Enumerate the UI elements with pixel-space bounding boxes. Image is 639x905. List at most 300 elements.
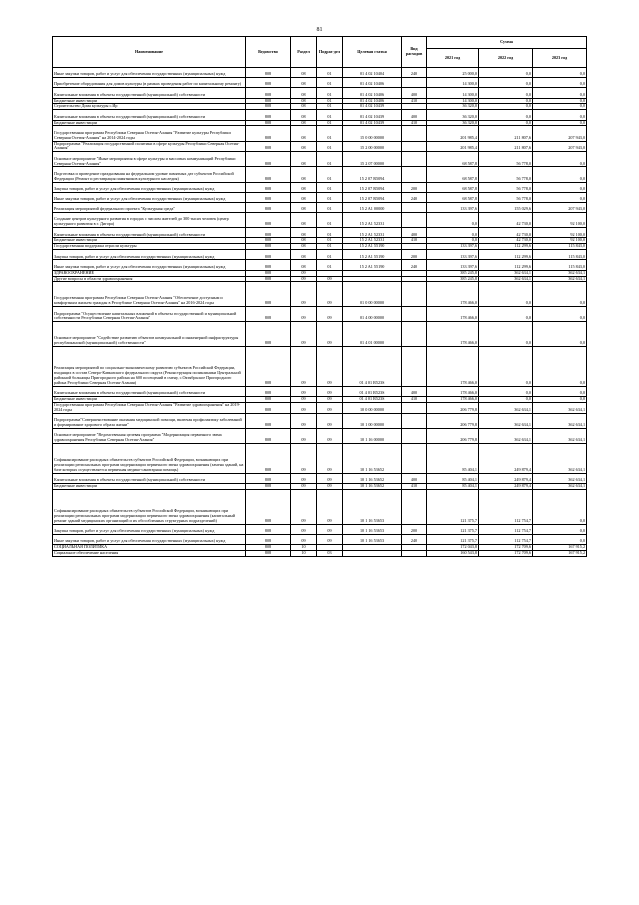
cell-2022: 0,0 xyxy=(479,282,533,307)
cell-ministry: 808 xyxy=(246,386,291,396)
cell-expense: 400 xyxy=(402,386,427,396)
cell-ministry: 808 xyxy=(246,98,291,104)
cell-2023: 0,0 xyxy=(533,489,587,524)
cell-section: 09 xyxy=(291,473,317,483)
cell-2023: 0,0 xyxy=(533,524,587,534)
cell-target: 15 2 A1 52331 xyxy=(343,228,402,238)
cell-subsection: 01 xyxy=(317,88,343,98)
cell-expense xyxy=(402,202,427,212)
header-sum: Сумма xyxy=(427,37,587,49)
cell-target: 01 4 01 R523S xyxy=(343,347,402,387)
cell-expense xyxy=(402,413,427,428)
cell-2021: 178 466,0 xyxy=(427,347,479,387)
cell-2022: 112 299,6 xyxy=(479,260,533,270)
table-row xyxy=(53,489,587,524)
table-row xyxy=(53,550,587,556)
cell-subsection: 01 xyxy=(317,213,343,228)
cell-subsection: 09 xyxy=(317,386,343,396)
header-2022: 2022 год xyxy=(479,49,533,68)
cell-2022: 112 754,7 xyxy=(479,524,533,534)
cell-ministry: 808 xyxy=(246,88,291,98)
cell-expense: 410 xyxy=(402,397,427,403)
table-row xyxy=(53,192,587,202)
cell-section: 08 xyxy=(291,202,317,212)
cell-subsection: 01 xyxy=(317,152,343,167)
cell-2021: 385 245,8 xyxy=(427,270,479,276)
cell-2021: 206 779,8 xyxy=(427,428,479,443)
cell-section: 09 xyxy=(291,428,317,443)
cell-subsection: 09 xyxy=(317,276,343,282)
cell-target: 01 4 02 10404 xyxy=(343,68,402,78)
budget-table xyxy=(52,36,587,557)
cell-2021: 25 000,0 xyxy=(427,68,479,78)
cell-section: 08 xyxy=(291,260,317,270)
cell-subsection: 09 xyxy=(317,402,343,413)
cell-2021: 85 404,1 xyxy=(427,473,479,483)
cell-2021: 201 985,4 xyxy=(427,126,479,141)
cell-section: 08 xyxy=(291,78,317,88)
cell-target: 01 4 01 R523S xyxy=(343,386,402,396)
cell-2023: 115 843,0 xyxy=(533,244,587,250)
cell-2022: 172 709,6 xyxy=(479,550,533,556)
cell-section: 10 xyxy=(291,544,317,550)
cell-target: 15 2 07 R5094 xyxy=(343,182,402,192)
cell-2022: 362 634,1 xyxy=(479,428,533,443)
cell-2023: 167 915,2 xyxy=(533,544,587,550)
cell-2023: 0,0 xyxy=(533,397,587,403)
page-number: 81 xyxy=(316,27,323,33)
cell-target: 10 1 16 53652 xyxy=(343,443,402,473)
cell-2023: 362 634,1 xyxy=(533,413,587,428)
table-row xyxy=(53,443,587,473)
cell-expense xyxy=(402,78,427,88)
cell-ministry: 808 xyxy=(246,483,291,489)
cell-expense xyxy=(402,322,427,347)
cell-expense: 400 xyxy=(402,88,427,98)
cell-2021: 68 587,8 xyxy=(427,152,479,167)
cell-section: 08 xyxy=(291,228,317,238)
cell-2023: 0,0 xyxy=(533,347,587,387)
cell-section: 08 xyxy=(291,98,317,104)
cell-subsection: 01 xyxy=(317,192,343,202)
table-row xyxy=(53,307,587,322)
cell-ministry: 808 xyxy=(246,126,291,141)
cell-2022: 112 754,7 xyxy=(479,489,533,524)
cell-2021: 0,0 xyxy=(427,228,479,238)
cell-target: 10 1 16 53653 xyxy=(343,524,402,534)
cell-2021: 160 543,8 xyxy=(427,550,479,556)
cell-subsection: 01 xyxy=(317,78,343,88)
cell-target: 15 2 A1 52331 xyxy=(343,213,402,228)
cell-section: 10 xyxy=(291,550,317,556)
cell-ministry: 808 xyxy=(246,167,291,182)
table-row xyxy=(53,110,587,120)
cell-2023: 0,0 xyxy=(533,68,587,78)
cell-expense: 200 xyxy=(402,250,427,260)
cell-2023: 0,0 xyxy=(533,98,587,104)
cell-expense: 200 xyxy=(402,524,427,534)
cell-ministry: 808 xyxy=(246,260,291,270)
cell-2023: 0,0 xyxy=(533,192,587,202)
cell-subsection: 01 xyxy=(317,167,343,182)
cell-section: 09 xyxy=(291,282,317,307)
cell-2023: 207 943,0 xyxy=(533,141,587,152)
table-row xyxy=(53,202,587,212)
cell-2021: 14 300,0 xyxy=(427,88,479,98)
cell-ministry: 808 xyxy=(246,428,291,443)
cell-2022: 42 730,0 xyxy=(479,213,533,228)
cell-name: Капитальные вложения в объекты государственной (муниципальной) собственности xyxy=(53,386,246,396)
cell-section: 09 xyxy=(291,489,317,524)
cell-2021: 178 466,0 xyxy=(427,282,479,307)
cell-2023: 0,0 xyxy=(533,120,587,126)
cell-expense xyxy=(402,443,427,473)
cell-expense: 400 xyxy=(402,110,427,120)
cell-target: 01 4 02 10406 xyxy=(343,78,402,88)
cell-target: 10 1 16 53652 xyxy=(343,483,402,489)
cell-name: Капитальные вложения в объекты государственной (муниципальной) собственности xyxy=(53,473,246,483)
cell-expense: 240 xyxy=(402,534,427,544)
cell-ministry: 808 xyxy=(246,182,291,192)
table-row xyxy=(53,141,587,152)
cell-name: Бюджетные инвестиции xyxy=(53,397,246,403)
table-row xyxy=(53,68,587,78)
cell-target: 01 4 01 00000 xyxy=(343,322,402,347)
cell-2021: 178 466,0 xyxy=(427,322,479,347)
cell-name: Государственная программа Республики Северная Осетия-Алания "Развитие здравоохранения" на 2019-2024 годы xyxy=(53,402,246,413)
cell-subsection: 09 xyxy=(317,524,343,534)
cell-2022: 0,0 xyxy=(479,120,533,126)
cell-section: 08 xyxy=(291,126,317,141)
cell-2023: 362 634,1 xyxy=(533,443,587,473)
cell-expense: 410 xyxy=(402,238,427,244)
cell-expense xyxy=(402,550,427,556)
cell-name: Строительство Дома культуры с.Ир xyxy=(53,104,246,110)
cell-2023: 0,0 xyxy=(533,386,587,396)
header-2023: 2023 год xyxy=(533,49,587,68)
cell-name: Подготовка и проведение празднования на федеральном уровне памятных дат субъектов Российской Федерации (Ремонт и реставрация памятников культурного наследия) xyxy=(53,167,246,182)
cell-ministry: 808 xyxy=(246,120,291,126)
cell-2021: 201 985,4 xyxy=(427,141,479,152)
cell-name: Социальное обеспечение населения xyxy=(53,550,246,556)
cell-target: 15 2 A1 00000 xyxy=(343,202,402,212)
cell-2022: 211 807,6 xyxy=(479,141,533,152)
cell-2022: 0,0 xyxy=(479,68,533,78)
cell-2022: 42 730,0 xyxy=(479,228,533,238)
cell-section: 09 xyxy=(291,322,317,347)
table-row xyxy=(53,213,587,228)
cell-subsection: 01 xyxy=(317,250,343,260)
cell-subsection: 09 xyxy=(317,282,343,307)
cell-section: 08 xyxy=(291,238,317,244)
cell-2021: 133 397,6 xyxy=(427,202,479,212)
cell-section: 08 xyxy=(291,88,317,98)
cell-name: Капитальные вложения в объекты государственной (муниципальной) собственности xyxy=(53,110,246,120)
cell-section: 08 xyxy=(291,104,317,110)
cell-2021: 206 779,8 xyxy=(427,413,479,428)
cell-target: 15 0 00 00000 xyxy=(343,126,402,141)
cell-2022: 56 778,0 xyxy=(479,192,533,202)
cell-name: Иные закупки товаров, работ и услуг для обеспечения государственных (муниципальных) нужд xyxy=(53,260,246,270)
cell-2022: 0,0 xyxy=(479,347,533,387)
table-row xyxy=(53,386,587,396)
cell-2021: 133 397,6 xyxy=(427,244,479,250)
cell-expense xyxy=(402,141,427,152)
cell-target: 15 2 00 00000 xyxy=(343,141,402,152)
cell-2021: 172 043,8 xyxy=(427,544,479,550)
cell-expense xyxy=(402,152,427,167)
cell-section: 08 xyxy=(291,213,317,228)
cell-2023: 0,0 xyxy=(533,88,587,98)
cell-subsection: 09 xyxy=(317,413,343,428)
cell-ministry: 808 xyxy=(246,250,291,260)
cell-target: 10 1 16 53653 xyxy=(343,489,402,524)
cell-subsection: 01 xyxy=(317,182,343,192)
cell-target: 01 0 00 00000 xyxy=(343,282,402,307)
cell-name: Реализация мероприятий федерального проекта "Культурная среда" xyxy=(53,202,246,212)
table-row xyxy=(53,250,587,260)
cell-subsection: 09 xyxy=(317,322,343,347)
cell-2023: 0,0 xyxy=(533,282,587,307)
cell-name: Подпрограмма"Совершенствование оказания медицинской помощи, включая профилактику заболеваний и формирование здорового образа жизни" xyxy=(53,413,246,428)
cell-2022: 172 709,6 xyxy=(479,544,533,550)
cell-2022: 56 778,0 xyxy=(479,152,533,167)
cell-2023: 0,0 xyxy=(533,110,587,120)
cell-target: 15 2 07 R5094 xyxy=(343,192,402,202)
cell-2021: 178 466,0 xyxy=(427,397,479,403)
cell-subsection: 03 xyxy=(317,550,343,556)
cell-2023: 92 100,0 xyxy=(533,213,587,228)
cell-name: Государственная программа Республики Северная Осетия-Алания "Обеспечение доступным и комфортным жильем граждан в Республике Северная Осетия-Алания" на 2016-2024 годы xyxy=(53,282,246,307)
cell-expense: 410 xyxy=(402,483,427,489)
cell-2021: 36 320,0 xyxy=(427,104,479,110)
cell-2021: 133 397,6 xyxy=(427,260,479,270)
cell-ministry: 808 xyxy=(246,544,291,550)
cell-2023: 0,0 xyxy=(533,307,587,322)
header-ministry: Ведомство xyxy=(246,37,291,68)
header-name: Наименование xyxy=(53,37,246,68)
cell-2022: 56 778,0 xyxy=(479,182,533,192)
cell-2021: 68 587,8 xyxy=(427,182,479,192)
cell-2023: 362 634,1 xyxy=(533,402,587,413)
cell-section: 09 xyxy=(291,386,317,396)
cell-2022: 0,0 xyxy=(479,322,533,347)
table-row xyxy=(53,126,587,141)
cell-ministry: 808 xyxy=(246,402,291,413)
cell-section: 08 xyxy=(291,192,317,202)
cell-2022: 211 807,6 xyxy=(479,126,533,141)
cell-2021: 0,0 xyxy=(427,213,479,228)
cell-expense xyxy=(402,347,427,387)
cell-name: Государственная поддержка отрасли культуры xyxy=(53,244,246,250)
cell-subsection: 01 xyxy=(317,68,343,78)
cell-subsection: 01 xyxy=(317,228,343,238)
cell-section: 08 xyxy=(291,244,317,250)
cell-target: 15 2 07 R5094 xyxy=(343,167,402,182)
table-row xyxy=(53,167,587,182)
cell-ministry: 808 xyxy=(246,270,291,276)
cell-2023: 362 634,1 xyxy=(533,276,587,282)
cell-section: 09 xyxy=(291,483,317,489)
header-expense: Вид расходов xyxy=(402,37,427,68)
header-subsection: Подраз-дел xyxy=(317,37,343,68)
cell-2023: 115 843,0 xyxy=(533,260,587,270)
cell-2023: 92 100,0 xyxy=(533,238,587,244)
cell-2021: 85 404,1 xyxy=(427,443,479,473)
cell-ministry: 808 xyxy=(246,550,291,556)
cell-2021: 36 320,0 xyxy=(427,120,479,126)
cell-ministry: 808 xyxy=(246,228,291,238)
table-row xyxy=(53,88,587,98)
cell-2023: 0,0 xyxy=(533,182,587,192)
cell-subsection: 09 xyxy=(317,307,343,322)
cell-ministry: 808 xyxy=(246,413,291,428)
header-section: Раздел xyxy=(291,37,317,68)
cell-target: 01 4 02 10406 xyxy=(343,88,402,98)
cell-ministry: 808 xyxy=(246,397,291,403)
cell-2021: 14 300,0 xyxy=(427,98,479,104)
cell-expense xyxy=(402,167,427,182)
cell-section: 09 xyxy=(291,347,317,387)
cell-2022: 249 879,4 xyxy=(479,473,533,483)
cell-2023: 207 943,0 xyxy=(533,202,587,212)
cell-section: 09 xyxy=(291,307,317,322)
cell-name: Подпрограмма "Реализация государственной политики в сфере культуры Республики Северная Осетия-Алания" xyxy=(53,141,246,152)
cell-target: 01 4 02 10439 xyxy=(343,120,402,126)
cell-section: 08 xyxy=(291,182,317,192)
table-body xyxy=(53,68,587,557)
table-row xyxy=(53,428,587,443)
cell-ministry: 808 xyxy=(246,489,291,524)
cell-expense: 410 xyxy=(402,120,427,126)
cell-name: Иные закупки товаров, работ и услуг для обеспечения государственных (муниципальных) нужд xyxy=(53,534,246,544)
cell-ministry: 808 xyxy=(246,307,291,322)
cell-ministry: 808 xyxy=(246,443,291,473)
cell-2021: 121 375,7 xyxy=(427,524,479,534)
cell-expense xyxy=(402,428,427,443)
cell-subsection: 09 xyxy=(317,489,343,524)
cell-name: Создание центров культурного развития в городах с числом жителей до 300 тысяч человек (центр культурного развития в г. Дигора) xyxy=(53,213,246,228)
cell-ministry: 808 xyxy=(246,141,291,152)
cell-target: 10 1 16 00000 xyxy=(343,428,402,443)
table-row xyxy=(53,473,587,483)
cell-2022: 42 730,0 xyxy=(479,238,533,244)
cell-target: 15 2 A1 55190 xyxy=(343,244,402,250)
cell-2022: 0,0 xyxy=(479,88,533,98)
cell-2022: 112 299,6 xyxy=(479,244,533,250)
cell-name: Закупка товаров, работ и услуг для обеспечения государственных (муниципальных) нужд xyxy=(53,182,246,192)
cell-section: 08 xyxy=(291,120,317,126)
cell-target: 10 0 00 00000 xyxy=(343,402,402,413)
table-row xyxy=(53,347,587,387)
cell-name: Приобретение оборудования для домов культуры (в рамках проведения работ по капитальному ремонту) xyxy=(53,78,246,88)
cell-expense xyxy=(402,307,427,322)
cell-ministry: 808 xyxy=(246,68,291,78)
cell-2022: 0,0 xyxy=(479,307,533,322)
cell-ministry: 808 xyxy=(246,473,291,483)
cell-2021: 0,0 xyxy=(427,238,479,244)
cell-2022: 155 029,6 xyxy=(479,202,533,212)
cell-2022: 112 299,6 xyxy=(479,250,533,260)
cell-ministry: 808 xyxy=(246,282,291,307)
cell-ministry: 808 xyxy=(246,244,291,250)
header-target: Целевая статья xyxy=(343,37,402,68)
cell-subsection: 09 xyxy=(317,534,343,544)
cell-target: 15 2 A1 55190 xyxy=(343,250,402,260)
cell-section: 08 xyxy=(291,141,317,152)
cell-name: Реализация мероприятий по социально-экономическому развитию субъектов Российской Федерации, входящих в состав Северо-Кавказского федерального округа (Реконструкция поликлиники Центральной районной больницы Пригородного района на 600 посещений в смену, с.Октябрьское Пригородного района Республики Северная Осетия-Алания) xyxy=(53,347,246,387)
table-row xyxy=(53,260,587,270)
cell-name: Иные закупки товаров, работ и услуг для обеспечения государственных (муниципальных) нужд xyxy=(53,192,246,202)
cell-2021: 14 300,0 xyxy=(427,78,479,88)
cell-ministry: 808 xyxy=(246,347,291,387)
cell-name: Другие вопросы в области здравоохранения xyxy=(53,276,246,282)
cell-subsection: 01 xyxy=(317,141,343,152)
cell-2021: 178 466,0 xyxy=(427,386,479,396)
cell-target: 15 2 A1 55190 xyxy=(343,260,402,270)
cell-name: Софинансирование расходных обязательств субъектов Российской Федерации, возникающих при реализации региональных программ модернизации первичного звена здравоохранения (капитальный ремонт зданий медицинских организаций и их обособленных структурных подразделений) xyxy=(53,489,246,524)
cell-section: 08 xyxy=(291,68,317,78)
cell-2021: 121 375,7 xyxy=(427,534,479,544)
cell-subsection: 01 xyxy=(317,110,343,120)
cell-name: Основное мероприятие "Иные мероприятия в сфере культуры и массовых коммуникаций Республики Северная Осетия-Алания" xyxy=(53,152,246,167)
table-row xyxy=(53,78,587,88)
cell-ministry: 808 xyxy=(246,202,291,212)
cell-2022: 0,0 xyxy=(479,104,533,110)
table-row xyxy=(53,413,587,428)
cell-2021: 178 466,0 xyxy=(427,307,479,322)
cell-target: 01 4 02 10439 xyxy=(343,110,402,120)
cell-ministry: 808 xyxy=(246,238,291,244)
table-row xyxy=(53,322,587,347)
cell-ministry: 808 xyxy=(246,104,291,110)
cell-2022: 56 778,0 xyxy=(479,167,533,182)
cell-section: 08 xyxy=(291,167,317,182)
cell-2023: 0,0 xyxy=(533,104,587,110)
cell-name: СОЦИАЛЬНАЯ ПОЛИТИКА xyxy=(53,544,246,550)
cell-subsection: 09 xyxy=(317,473,343,483)
cell-expense: 240 xyxy=(402,68,427,78)
cell-ministry: 808 xyxy=(246,110,291,120)
cell-name: ЗДРАВООХРАНЕНИЕ xyxy=(53,270,246,276)
cell-2022: 0,0 xyxy=(479,397,533,403)
cell-2021: 385 245,8 xyxy=(427,276,479,282)
cell-name: Бюджетные инвестиции xyxy=(53,238,246,244)
cell-ministry: 808 xyxy=(246,213,291,228)
header-2021: 2021 год xyxy=(427,49,479,68)
table-row xyxy=(53,402,587,413)
cell-2022: 249 879,4 xyxy=(479,483,533,489)
cell-subsection: 01 xyxy=(317,202,343,212)
cell-2023: 362 634,1 xyxy=(533,473,587,483)
cell-section: 09 xyxy=(291,276,317,282)
cell-expense xyxy=(402,126,427,141)
cell-name: Основное мероприятие "Ведомственная целевая программа "Модернизация первичного звена здравоохранения Республики Северная Осетия-Алания" xyxy=(53,428,246,443)
cell-section: 08 xyxy=(291,110,317,120)
table-row xyxy=(53,228,587,238)
cell-target: 01 4 01 R523S xyxy=(343,397,402,403)
cell-section: 08 xyxy=(291,250,317,260)
cell-name: Бюджетные инвестиции xyxy=(53,120,246,126)
cell-2022: 0,0 xyxy=(479,386,533,396)
cell-2021: 121 375,7 xyxy=(427,489,479,524)
cell-target xyxy=(343,550,402,556)
cell-section: 09 xyxy=(291,534,317,544)
cell-name: Бюджетные инвестиции xyxy=(53,483,246,489)
cell-target: 10 1 16 53653 xyxy=(343,534,402,544)
cell-2021: 133 397,6 xyxy=(427,250,479,260)
cell-2021: 68 587,8 xyxy=(427,167,479,182)
